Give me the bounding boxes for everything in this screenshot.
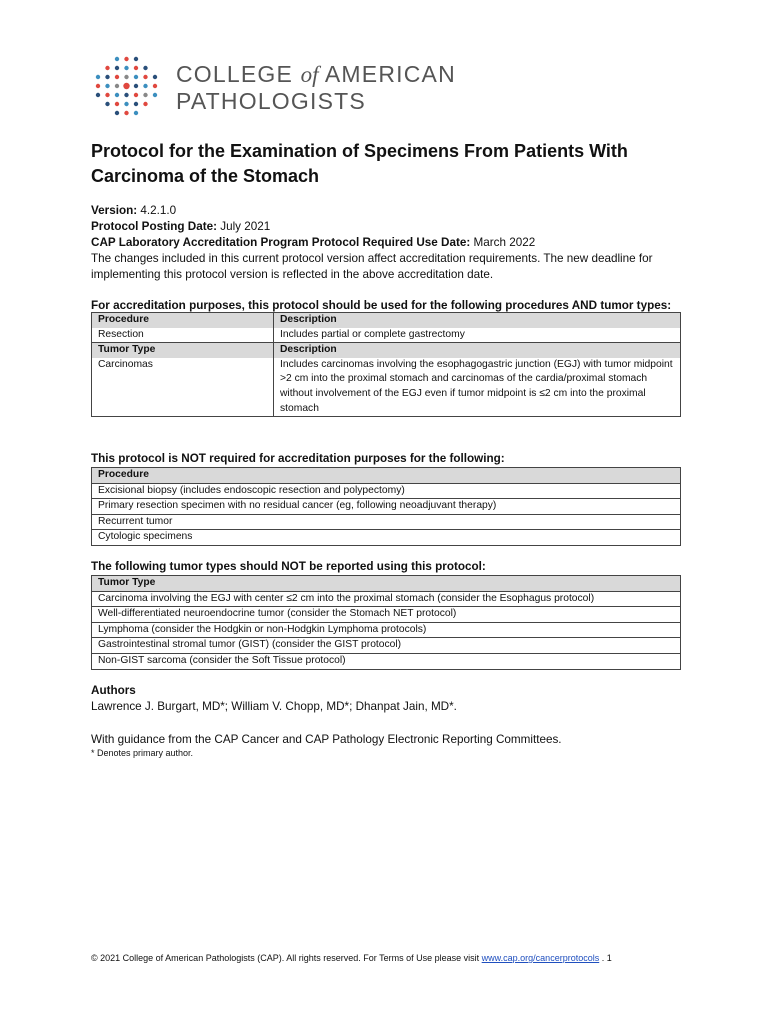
- logo-dot: [134, 75, 138, 79]
- not-reported-header: Tumor Type: [92, 576, 681, 592]
- procedure-cell: Resection: [92, 328, 274, 343]
- logo-dot: [143, 66, 147, 70]
- logo-dot: [115, 75, 119, 79]
- page-number: . 1: [601, 953, 612, 963]
- copyright-text: © 2021 College of American Pathologists (CAP). All rights reserved. For Terms of Use please visit: [91, 953, 480, 963]
- table-row: Recurrent tumor: [92, 514, 681, 530]
- logo-dot: [115, 57, 119, 61]
- table-row: Carcinoma involving the EGJ with center ≤2 cm into the proximal stomach (consider the Esophagus protocol): [92, 591, 681, 607]
- logo-dot: [124, 66, 128, 70]
- logo-dot: [153, 93, 157, 97]
- table-row: Non-GIST sarcoma (consider the Soft Tissue protocol): [92, 653, 681, 669]
- logo-dot: [143, 93, 147, 97]
- accreditation-heading: For accreditation purposes, this protocol should be used for the following procedures AND tumor types:: [91, 299, 672, 312]
- tumor-type-header: Tumor Type: [92, 343, 274, 358]
- not-required-section: [91, 451, 691, 546]
- not-required-table: [91, 467, 681, 546]
- logo-dot: [105, 93, 109, 97]
- table-row: Cytologic specimens: [92, 530, 681, 546]
- logo-dot: [115, 111, 119, 115]
- logo-wordmark: COLLEGE of AMERICAN PATHOLOGISTS: [176, 61, 456, 114]
- table-row: Primary resection specimen with no residual cancer (eg, following neoadjuvant therapy): [92, 499, 681, 515]
- document-title: Protocol for the Examination of Specimens From Patients With Carcinoma of the Stomach: [91, 141, 628, 186]
- table-row: Excisional biopsy (includes endoscopic resection and polypectomy): [92, 483, 681, 499]
- not-required-header: Procedure: [92, 468, 681, 484]
- logo-dot: [105, 84, 109, 88]
- cap-logo: [92, 55, 492, 117]
- procedure-header: Procedure: [92, 313, 274, 328]
- accreditation-section: [91, 298, 691, 417]
- logo-dot: [96, 75, 100, 79]
- logo-dot: [124, 75, 128, 79]
- protocol-meta: [91, 203, 691, 283]
- accreditation-table: [91, 312, 681, 417]
- not-reported-section: [91, 559, 691, 670]
- logo-dot: [124, 102, 128, 106]
- authors-list: Lawrence J. Burgart, MD*; William V. Chopp, MD*; Dhanpat Jain, MD*.: [91, 700, 457, 713]
- tumor-description-header: Description: [274, 343, 681, 358]
- tumor-description-cell: Includes carcinomas involving the esophagogastric junction (EGJ) with tumor midpoint >2 cm into the proximal stomach and carcinomas of the cardia/proximal stomach without involvement of the EGJ even if tumor midpoint is ≤2 cm into the proximal stomach: [274, 358, 681, 417]
- not-required-heading: This protocol is NOT required for accreditation purposes for the following:: [91, 452, 505, 465]
- authors-heading: Authors: [91, 684, 136, 697]
- logo-dot: [143, 75, 147, 79]
- logo-dot: [134, 111, 138, 115]
- guidance-note: With guidance from the CAP Cancer and CAP Pathology Electronic Reporting Committees.: [91, 733, 562, 746]
- table-row: Gastrointestinal stromal tumor (GIST) (consider the GIST protocol): [92, 638, 681, 654]
- logo-dot: [115, 84, 119, 88]
- logo-dot: [134, 102, 138, 106]
- logo-dot: [134, 57, 138, 61]
- table-row: Lymphoma (consider the Hodgkin or non-Hodgkin Lymphoma protocols): [92, 622, 681, 638]
- logo-dot: [105, 75, 109, 79]
- logo-dot: [143, 102, 147, 106]
- changes-note: The changes included in this current protocol version affect accreditation requirements. The new deadline for implementing this protocol version is reflected in the above accreditation date.: [91, 252, 653, 281]
- cap-dot-logo-icon: [92, 55, 162, 117]
- description-header: Description: [274, 313, 681, 328]
- required-date-line: CAP Laboratory Accreditation Program Protocol Required Use Date: March 2022: [91, 236, 536, 249]
- procedure-description-cell: Includes partial or complete gastrectomy: [274, 328, 681, 343]
- logo-dot: [115, 93, 119, 97]
- logo-dot: [105, 102, 109, 106]
- logo-dot: [124, 111, 128, 115]
- logo-dot: [153, 75, 157, 79]
- cancer-protocols-link[interactable]: www.cap.org/cancerprotocols: [481, 953, 600, 963]
- version-line: Version: 4.2.1.0: [91, 204, 177, 217]
- not-reported-heading: The following tumor types should NOT be reported using this protocol:: [91, 560, 486, 573]
- not-reported-table: [91, 575, 681, 670]
- logo-dot: [96, 93, 100, 97]
- logo-dot: [96, 84, 100, 88]
- logo-dot: [124, 57, 128, 61]
- logo-dot: [115, 66, 119, 70]
- logo-dot: [134, 66, 138, 70]
- tumor-type-cell: Carcinomas: [92, 358, 274, 417]
- primary-author-note: * Denotes primary author.: [91, 748, 194, 758]
- table-row: Well-differentiated neuroendocrine tumor (consider the Stomach NET protocol): [92, 607, 681, 623]
- logo-dot: [105, 66, 109, 70]
- logo-dot: [123, 83, 129, 89]
- logo-dot: [153, 84, 157, 88]
- page-footer: [91, 953, 691, 963]
- logo-dot: [134, 84, 138, 88]
- logo-dot: [115, 102, 119, 106]
- logo-dot: [143, 84, 147, 88]
- logo-dot: [134, 93, 138, 97]
- logo-dot: [124, 93, 128, 97]
- posting-date-line: Protocol Posting Date: July 2021: [91, 220, 271, 233]
